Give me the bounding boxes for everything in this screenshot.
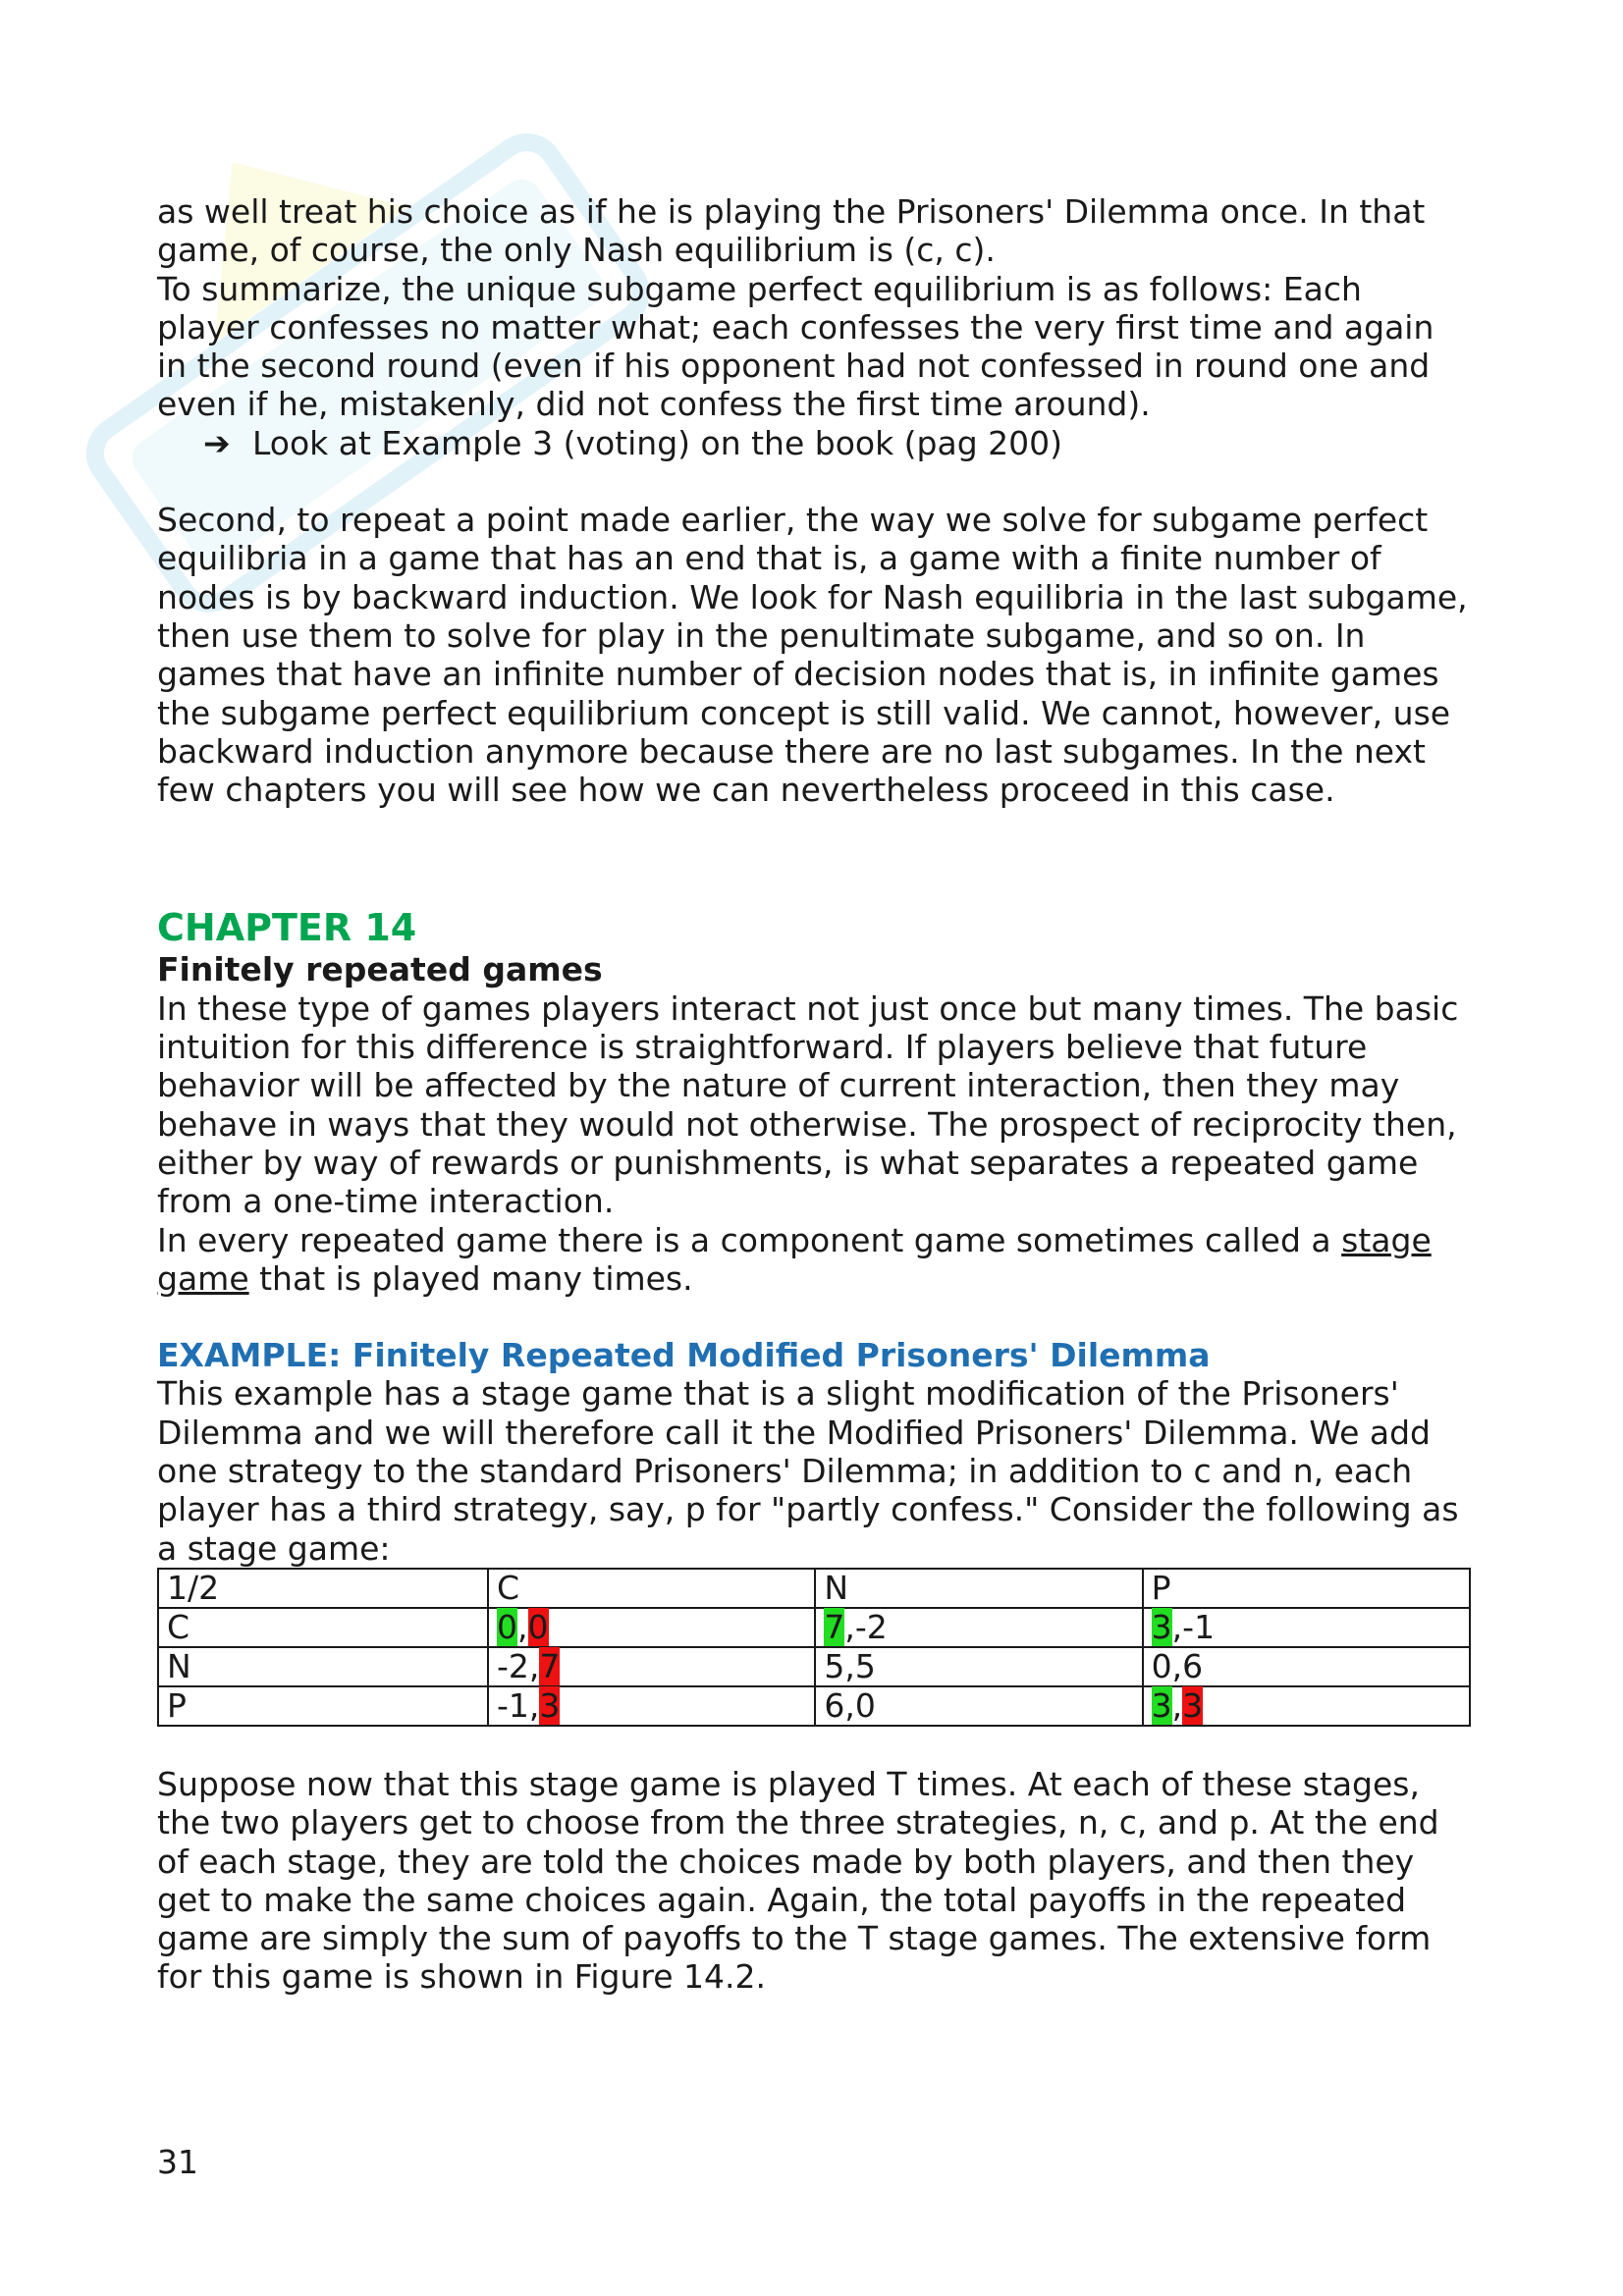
payoff-separator: , [844, 1685, 855, 1725]
chapter-subtitle: Finitely repeated games [157, 950, 603, 989]
payoff-cell [1143, 1686, 1470, 1726]
stage-game-text-after: that is played many times. [248, 1258, 693, 1298]
payoff-value: 3 [1151, 1685, 1172, 1725]
payoff-value: -1 [497, 1685, 529, 1725]
payoff-separator: , [1171, 1685, 1183, 1725]
payoff-separator: , [528, 1685, 540, 1725]
payoff-value: 7 [824, 1607, 845, 1646]
payoff-cell [488, 1647, 815, 1686]
repeated-game-paragraph: Suppose now that this stage game is played T times. At each of these stages, the two players get to choose from the three strategies, n, c, and p. At the end of each stage, they are told the choices made by both players, and then they get to make the same choices again. Again, the total payoffs in the repeated game are simply the sum of payoffs to the T stage games. The extensive form for this game is shown in Figure 14.2. [157, 1764, 1439, 1997]
payoff-separator: , [1171, 1607, 1183, 1646]
payoff-value: 0 [527, 1607, 549, 1646]
payoff-separator: , [844, 1646, 855, 1685]
payoff-separator: , [517, 1607, 528, 1646]
stage-game-paragraph [157, 1221, 1473, 1299]
table-header-cell: C [488, 1569, 815, 1608]
payoff-value: -2 [497, 1646, 529, 1685]
example-heading: EXAMPLE: Finitely Repeated Modified Prisoners' Dilemma [157, 1336, 1211, 1375]
table-corner-cell: 1/2 [158, 1569, 488, 1608]
table-header-row [158, 1569, 1470, 1608]
table-row [158, 1608, 1470, 1647]
payoff-cell [815, 1647, 1142, 1686]
bullet-item [157, 424, 1473, 462]
row-label: P [158, 1686, 488, 1726]
payoff-value: 3 [539, 1685, 561, 1725]
table-row [158, 1647, 1470, 1686]
chapter-title: CHAPTER 14 [157, 906, 417, 950]
payoff-cell [1143, 1647, 1470, 1686]
document-body [157, 192, 1473, 1997]
payoff-value: -2 [854, 1607, 888, 1646]
stage-game-text-before: In every repeated game there is a component game sometimes called a [157, 1220, 1342, 1259]
payoff-value: 0 [854, 1685, 876, 1725]
payoff-separator: , [528, 1646, 540, 1685]
payoff-value: 6 [824, 1685, 845, 1725]
bullet-text: Look at Example 3 (voting) on the book (pag 200) [252, 423, 1063, 462]
payoff-table [157, 1568, 1471, 1727]
payoff-value: -1 [1182, 1607, 1216, 1646]
paragraph-summary: To summarize, the unique subgame perfect equilibrium is as follows: Each player confesses no matter what; each confesses the very first time and again in the second round (even if his opponent had not confessed in round one and even if he, mistakenly, did not confess the first time around). [157, 269, 1434, 424]
payoff-value: 7 [539, 1646, 561, 1685]
page-number: 31 [157, 2143, 198, 2181]
chapter-intro-paragraph: In these type of games players interact not just once but many times. The basic intuition for this difference is straightforward. If players believe that future behavior will be affected by the nature of current interaction, then they may behave in ways that they would not otherwise. The prospect of reciprocity then, either by way of rewards or punishments, is what separates a repeated game from a one-time interaction. [157, 988, 1459, 1221]
example-paragraph: This example has a stage game that is a slight modification of the Prisoners' Dilemma and we will therefore call it the Modified Prisoners' Dilemma. We add one strategy to the standard Prisoners' Dilemma; in addition to c and n, each player has a third strategy, say, p for "partly confess." Consider the following as a stage game: [157, 1374, 1459, 1568]
payoff-value: 5 [854, 1646, 876, 1685]
table-header-cell: N [815, 1569, 1142, 1608]
paragraph-backward-induction: Second, to repeat a point made earlier, the way we solve for subgame perfect equilibria in a game that has an end that is, a game with a finite number of nodes is by backward induction. We look for Nash equilibria in the last subgame, then use them to solve for play in the penultimate subgame, and so on. In games that have an infinite number of decision nodes that is, in infinite games the subgame perfect equilibrium concept is still valid. We cannot, however, use backward induction anymore because there are no last subgames. In the next few chapters you will see how we can nevertheless proceed in this case. [157, 501, 1468, 810]
payoff-value: 0 [497, 1607, 517, 1646]
row-label: C [158, 1608, 488, 1647]
table-header-cell: P [1143, 1569, 1470, 1608]
arrow-icon: ➔ [203, 423, 231, 462]
payoff-value: 3 [1182, 1685, 1204, 1725]
payoff-separator: , [844, 1607, 855, 1646]
payoff-cell [488, 1686, 815, 1726]
row-label: N [158, 1647, 488, 1686]
payoff-cell [488, 1608, 815, 1647]
payoff-value: 6 [1182, 1646, 1204, 1685]
payoff-cell [815, 1686, 1142, 1726]
payoff-cell [815, 1608, 1142, 1647]
paragraph-intro: as well treat his choice as if he is playing the Prisoners' Dilemma once. In that game, of course, the only Nash equilibrium is (c, c). [157, 192, 1426, 270]
payoff-value: 0 [1151, 1646, 1172, 1685]
payoff-separator: , [1171, 1646, 1183, 1685]
payoff-cell [1143, 1608, 1470, 1647]
payoff-value: 5 [824, 1646, 845, 1685]
stage-game-term: stage game [157, 1220, 1432, 1298]
payoff-value: 3 [1151, 1607, 1172, 1646]
table-row [158, 1686, 1470, 1726]
